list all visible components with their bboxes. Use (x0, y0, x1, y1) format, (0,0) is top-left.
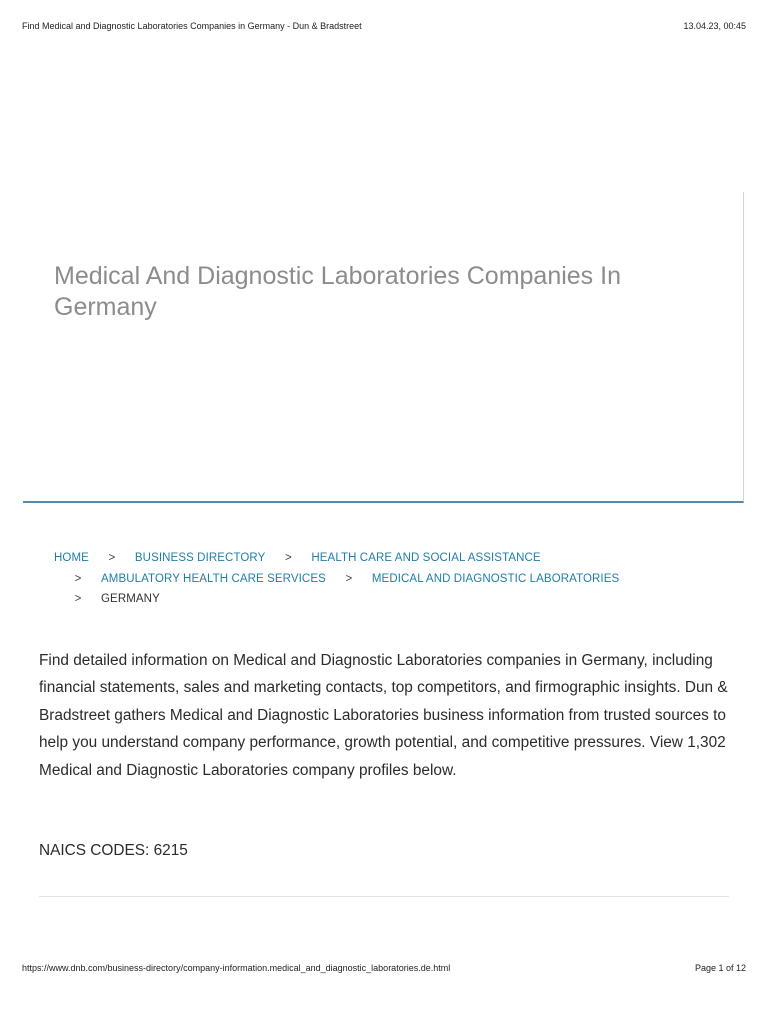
breadcrumb (54, 548, 744, 610)
breadcrumb-separator: > (74, 593, 82, 605)
breadcrumb-row (54, 589, 744, 610)
naics-codes: NAICS CODES: 6215 (39, 842, 188, 859)
page-title: Medical And Diagnostic Laboratories Companies In Germany (54, 262, 621, 321)
breadcrumb-health-care-and-social-assistance[interactable]: HEALTH CARE AND SOCIAL ASSISTANCE (311, 552, 541, 564)
print-page-title: Find Medical and Diagnostic Laboratories Companies in Germany - Dun & Bradstreet (22, 21, 362, 31)
section-divider (39, 896, 729, 897)
breadcrumb-home[interactable]: HOME (54, 552, 89, 564)
print-header (22, 19, 746, 33)
breadcrumb-medical-and-diagnostic-laboratories[interactable]: MEDICAL AND DIAGNOSTIC LABORATORIES (371, 572, 620, 585)
breadcrumb-row (54, 548, 744, 569)
breadcrumb-separator: > (345, 572, 353, 585)
hero-banner (23, 192, 744, 503)
breadcrumb-current-germany: GERMANY (101, 593, 160, 605)
breadcrumb-separator: > (74, 572, 82, 585)
print-footer (22, 961, 746, 975)
breadcrumb-separator: > (108, 552, 116, 564)
print-datetime: 13.04.23, 00:45 (683, 21, 746, 31)
breadcrumb-separator: > (284, 552, 292, 564)
breadcrumb-row (54, 569, 744, 590)
breadcrumb-ambulatory-health-care-services[interactable]: AMBULATORY HEALTH CARE SERVICES (101, 572, 326, 585)
print-url: https://www.dnb.com/business-directory/company-information.medical_and_diagnostic_laboratories.de.html (22, 963, 451, 973)
breadcrumb-business-directory[interactable]: BUSINESS DIRECTORY (134, 552, 266, 564)
industry-description: Find detailed information on Medical and Diagnostic Laboratories companies in Germany, including financial statements, sales and marketing contacts, top competitors, and firmographic insights. Dun & Bradstreet gathers Medical and Diagnostic Laboratories business information from trusted sources to help you understand company performance, growth potential, and competitive pressures. View 1,302 Medical and Diagnostic Laboratories company profiles below. (39, 652, 728, 779)
print-page-number: Page 1 of 12 (694, 963, 746, 973)
